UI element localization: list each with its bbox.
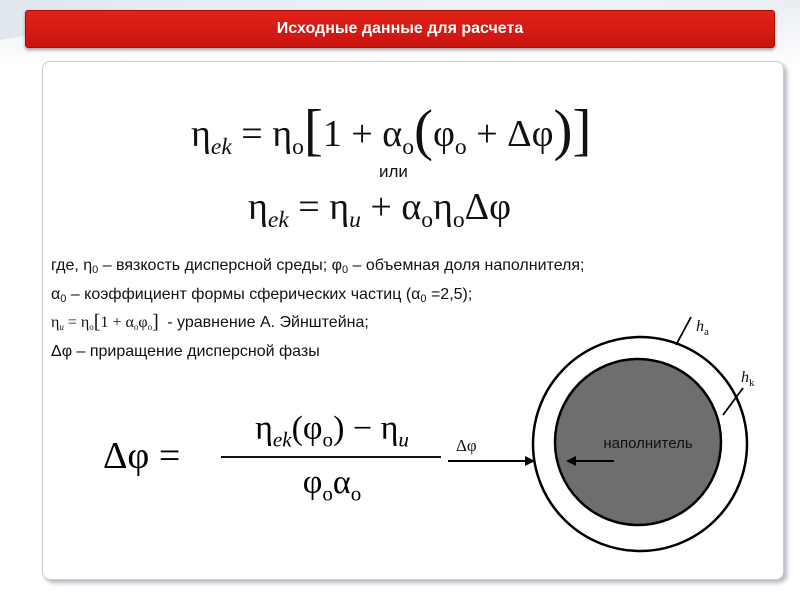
h-k-letter: h — [741, 369, 749, 386]
einstein-eta0-sub: o — [89, 322, 94, 332]
desc-line1-sub-2: 0 — [341, 264, 349, 276]
eta0-subscript: o — [292, 134, 304, 161]
desc-line1-part-a: где, η — [51, 257, 93, 274]
einstein-right-bracket: ] — [152, 310, 159, 333]
eta-u-subscript: u — [349, 207, 361, 234]
einstein-left-bracket: [ — [93, 310, 101, 333]
left-bracket: [ — [303, 99, 323, 163]
eta-symbol: η — [248, 186, 268, 228]
right-paren: ) — [553, 99, 573, 163]
particle-diagram — [438, 302, 768, 582]
alpha-symbol: α — [401, 186, 422, 228]
h-a-letter: h — [696, 318, 704, 335]
einstein-eta0: η — [80, 314, 90, 331]
content-panel — [42, 61, 784, 580]
right-bracket: ] — [572, 99, 592, 163]
plus-sign-2: + — [476, 113, 498, 155]
h-a-subscript: a — [704, 326, 709, 338]
h-a-leader-line — [676, 317, 691, 345]
num-phi-sub: o — [322, 427, 334, 452]
den-phi: φ — [302, 464, 323, 501]
num-minus: − — [352, 410, 373, 447]
eta0-symbol: η — [272, 113, 293, 155]
desc-line2-sub-1: 0 — [60, 292, 67, 305]
description-line-4: Δφ – приращение дисперсной фазы — [51, 342, 320, 360]
plus-sign: + — [370, 186, 392, 228]
equals-sign: = — [241, 113, 263, 155]
den-alpha-sub: o — [350, 481, 362, 506]
eta-symbol: η — [191, 113, 211, 155]
formula-viscosity-1 — [191, 99, 592, 163]
description-line-1 — [51, 254, 751, 283]
eta-u-symbol: η — [329, 186, 350, 228]
delta-phi: Δφ — [464, 186, 512, 228]
num-eta-u: η — [380, 410, 399, 447]
num-phi: (φ — [291, 410, 323, 447]
desc-line2-part-c: =2,5); — [426, 285, 473, 303]
einstein-eta-sub: u — [59, 322, 64, 332]
plus-sign: + — [351, 113, 373, 155]
desc-line1-part-b: – вязкость дисперсной среды; φ — [98, 257, 342, 274]
one: 1 — [322, 113, 342, 155]
einstein-equation — [51, 311, 159, 340]
eta-subscript: ek — [210, 134, 232, 161]
einstein-alpha: α — [125, 314, 134, 331]
einstein-one: 1 — [100, 314, 109, 331]
desc-line2-part-a: α — [51, 285, 61, 303]
h-k-subscript: k — [749, 377, 755, 389]
delta-phi-label: Δφ — [456, 436, 477, 455]
einstein-phi: φ — [138, 314, 148, 331]
fraction-lhs: Δφ = — [103, 435, 181, 477]
eta0-subscript: o — [452, 207, 465, 234]
desc-line1-part-c: – объемная доля наполнителя; — [348, 257, 585, 274]
alpha-subscript: o — [402, 134, 414, 161]
eta-subscript: ek — [267, 207, 289, 234]
page-title: Исходные данные для расчета — [276, 20, 524, 37]
title-bar — [25, 10, 775, 48]
desc-line2-part-b: – коэффициент формы сферических частиц (α — [66, 285, 421, 303]
left-paren: ( — [414, 99, 433, 163]
formula-viscosity-2 — [248, 185, 511, 234]
alpha-symbol: α — [382, 113, 403, 155]
delta-phi: Δφ — [507, 113, 554, 155]
filler-label: наполнитель — [603, 435, 693, 452]
h-k-label — [741, 369, 755, 389]
einstein-equals: = — [67, 314, 77, 331]
den-alpha: α — [332, 464, 351, 501]
num-close-paren: ) — [333, 410, 345, 447]
einstein-eta: η — [51, 314, 60, 331]
h-a-label — [696, 318, 709, 338]
einstein-phi-sub: o — [147, 322, 153, 332]
alpha-subscript: o — [421, 207, 434, 234]
desc-line1-sub-1: 0 — [92, 264, 99, 276]
einstein-plus: + — [112, 314, 122, 331]
den-phi-sub: o — [322, 481, 333, 506]
fraction-bar — [221, 456, 441, 458]
num-eta-u-sub: u — [398, 427, 409, 452]
phi-symbol: φ — [432, 113, 455, 155]
einstein-alpha-sub: o — [133, 322, 139, 332]
phi-subscript: o — [454, 134, 467, 161]
fraction-denominator — [221, 464, 443, 506]
fraction-numerator — [221, 410, 443, 452]
or-label: или — [379, 162, 408, 181]
eta0-symbol: η — [433, 186, 453, 228]
num-eta-sub: ek — [272, 427, 292, 452]
equals-sign: = — [298, 186, 320, 228]
num-eta: η — [255, 410, 273, 447]
desc-line3-text: - уравнение А. Эйнштейна; — [162, 314, 369, 331]
desc-line2-sub-2: 0 — [420, 292, 427, 305]
